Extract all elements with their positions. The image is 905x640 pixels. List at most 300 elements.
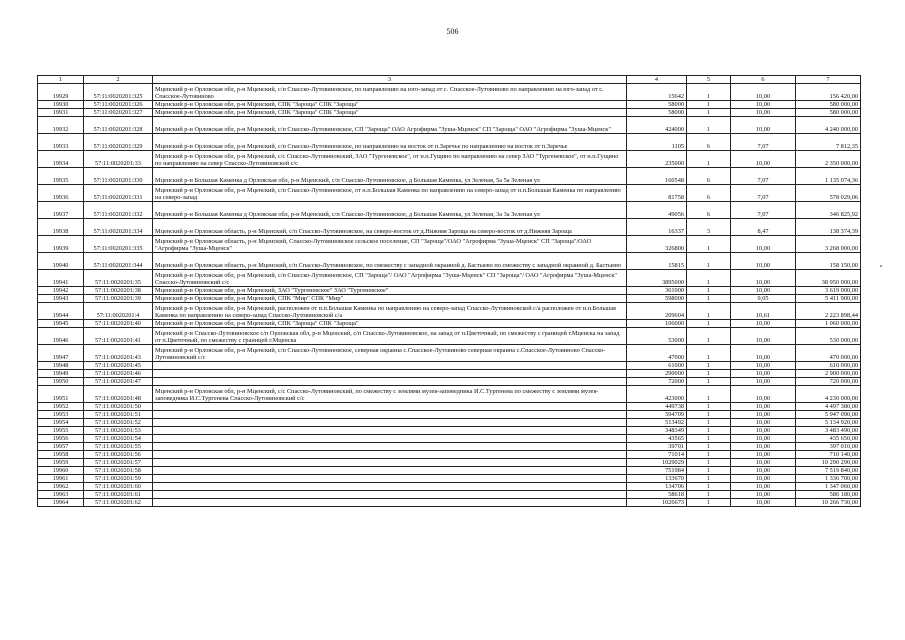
area-value: 1026673 — [627, 499, 687, 507]
column-7-value: 610 000,00 — [796, 362, 861, 370]
column-6-value: 10,00 — [731, 253, 796, 270]
column-6-value: 10,00 — [731, 499, 796, 507]
column-6-value: 10,00 — [731, 287, 796, 295]
column-5-value: 1 — [687, 427, 731, 435]
address-description — [153, 483, 627, 491]
column-7-value: 158 150,00 — [796, 253, 861, 270]
row-number: 19930 — [38, 101, 84, 109]
address-description — [153, 499, 627, 507]
column-6-value: 10,00 — [731, 467, 796, 475]
area-value: 134706 — [627, 483, 687, 491]
address-description — [153, 411, 627, 419]
address-description: Мценский р-н Орловская обл, р-н Мценский, с/п Спасско-Лутовиновское, от н.п.Большая Каменка по направлению на северо-запад от н.п.Большая Каменка по направлению на северо-запад — [153, 185, 627, 202]
column-header: 6 — [731, 76, 796, 84]
cadastral-number: 57:11:0020201:43 — [84, 345, 153, 362]
column-5-value: 1 — [687, 101, 731, 109]
column-5-value: 1 — [687, 295, 731, 303]
column-7-value: 7 812,35 — [796, 134, 861, 151]
column-7-value: 5 411 900,00 — [796, 295, 861, 303]
table-row — [38, 101, 861, 109]
column-header: 2 — [84, 76, 153, 84]
table-row — [38, 427, 861, 435]
row-number: 19942 — [38, 287, 84, 295]
column-6-value: 7,07 — [731, 202, 796, 219]
area-value: 15642 — [627, 84, 687, 101]
column-7-value: 397 010,00 — [796, 443, 861, 451]
table-row — [38, 295, 861, 303]
cadastral-number: 57:11:0020201:60 — [84, 483, 153, 491]
table-row — [38, 451, 861, 459]
column-6-value: 7,07 — [731, 185, 796, 202]
cadastral-number: 57:11:0020201:58 — [84, 467, 153, 475]
row-number: 19948 — [38, 362, 84, 370]
area-value: 61000 — [627, 362, 687, 370]
address-description: Мценский р-н Орловская обл, р-н Мценский, с/с Спасско-Лутовиновский, ЗАО "Тургеневское", от н.п.Гущино по направлению на север ЗАО "Тургеневское", от н.п.Гущино по направлению на север Спасско-Лутовиновской с/с — [153, 151, 627, 168]
column-7-value: 3 483 490,00 — [796, 427, 861, 435]
address-description — [153, 427, 627, 435]
row-number: 19949 — [38, 370, 84, 378]
table-row — [38, 117, 861, 134]
table-row — [38, 419, 861, 427]
cadastral-number: 57:11:0020201:325 — [84, 84, 153, 101]
address-description — [153, 362, 627, 370]
column-5-value: 1 — [687, 328, 731, 345]
column-7-value: 5 134 920,00 — [796, 419, 861, 427]
column-5-value: 1 — [687, 403, 731, 411]
cadastral-number: 57:11:0020201:46 — [84, 370, 153, 378]
table-row — [38, 467, 861, 475]
column-6-value: 7,07 — [731, 134, 796, 151]
column-7-value: 2 350 000,00 — [796, 151, 861, 168]
column-5-value: 6 — [687, 168, 731, 185]
table-row — [38, 370, 861, 378]
table-row — [38, 378, 861, 386]
column-6-value: 10,61 — [731, 303, 796, 320]
column-6-value: 9,05 — [731, 295, 796, 303]
column-6-value: 10,00 — [731, 362, 796, 370]
table-row — [38, 362, 861, 370]
row-number: 19951 — [38, 386, 84, 403]
row-number: 19936 — [38, 185, 84, 202]
row-number: 19952 — [38, 403, 84, 411]
column-7-value: 1 347 060,00 — [796, 483, 861, 491]
column-6-value: 10,00 — [731, 328, 796, 345]
table-row — [38, 134, 861, 151]
row-number: 19935 — [38, 168, 84, 185]
column-5-value: 1 — [687, 362, 731, 370]
column-7-value: 1 336 700,00 — [796, 475, 861, 483]
address-description: Мценский р-н Орловская обл, р-н Мценский, с/с Спасско-Лутовиновский, по смежеству с землями музея-заповедника И.С.Тургенева по смежеству с землями музея-заповедника И.С.Тургенева Спасско-Лутовиновский с/с — [153, 386, 627, 403]
row-number: 19940 — [38, 253, 84, 270]
table-row — [38, 435, 861, 443]
table — [37, 75, 861, 507]
cadastral-number: 57:11:0020201:330 — [84, 168, 153, 185]
column-6-value: 10,00 — [731, 370, 796, 378]
table-row — [38, 386, 861, 403]
cadastral-number: 57:11:0020201:41 — [84, 328, 153, 345]
address-description: Мценский р-н Орловская область, р-н Мценский, с/п Спасско-Лутовиновское, по смежеству с западной окраиной д. Бастыево по смежеству с западной окраиной д. Бастыево — [153, 253, 627, 270]
address-description: Мценский р-н Орловская обл, р-н Мценский, СПК "Мир" СПК "Мир" — [153, 295, 627, 303]
address-description: Мценский р-н Орловская обл, р-н Мценский, расположен от н.п.Большая Каменка по направлению на северо-запад Спасско-Лутовиновской с/а расположен от н.п.Большая Каменка по направлению на северо-запад Спасско-Лутовиновской с/а — [153, 303, 627, 320]
row-number: 19939 — [38, 236, 84, 253]
address-description — [153, 451, 627, 459]
address-description: Мценский р-н Орловская обл, р-н Мценский, СПК "Зароща" СПК "Зароща" — [153, 320, 627, 328]
cadastral-number: 57:11:0020201:4 — [84, 303, 153, 320]
address-description — [153, 467, 627, 475]
cadastral-number: 57:11:0020201:50 — [84, 403, 153, 411]
cadastral-number: 57:11:0020201:326 — [84, 101, 153, 109]
column-6-value: 10,00 — [731, 84, 796, 101]
table-row — [38, 491, 861, 499]
table-row — [38, 345, 861, 362]
column-7-value: 470 000,00 — [796, 345, 861, 362]
column-header: 3 — [153, 76, 627, 84]
area-value: 58000 — [627, 109, 687, 117]
column-7-value: 10 266 730,00 — [796, 499, 861, 507]
area-value: 47000 — [627, 345, 687, 362]
cadastral-number: 57:11:0020201:329 — [84, 134, 153, 151]
cadastral-number: 57:11:0020201:332 — [84, 202, 153, 219]
row-number: 19947 — [38, 345, 84, 362]
cadastral-number: 57:11:0020201:39 — [84, 295, 153, 303]
address-description: Мценский р-н Большая Каменка д Орловская обл, р-н Мценский, с/п Спасско-Лутовиновское, д Большая Каменка, ул Зеленая, 5а 5а Зеленая ул — [153, 168, 627, 185]
table-row — [38, 253, 861, 270]
column-7-value: 5 947 090,00 — [796, 411, 861, 419]
cadastral-number: 57:11:0020201:48 — [84, 386, 153, 403]
column-header: 1 — [38, 76, 84, 84]
row-number: 19956 — [38, 435, 84, 443]
column-header: 5 — [687, 76, 731, 84]
column-5-value: 1 — [687, 303, 731, 320]
address-description — [153, 459, 627, 467]
address-description: Мценский р-н Орловская обл, р-н Мценский, с/п Спасско-Лутовиновское, СП "Зароща"/ ОАО "Агрофирма "Зуша-Мценск" СП "Зароща"/ ОАО "Агрофирма "Зуша-Мценск" Спасско-Лутовиновский с/с — [153, 270, 627, 287]
row-number: 19931 — [38, 109, 84, 117]
row-number: 19955 — [38, 427, 84, 435]
header-row — [38, 76, 861, 84]
column-7-value: 10 290 290,00 — [796, 459, 861, 467]
cadastral-number: 57:11:0020201:335 — [84, 236, 153, 253]
row-number: 19957 — [38, 443, 84, 451]
cadastral-table — [37, 75, 860, 507]
cadastral-number: 57:11:0020201:328 — [84, 117, 153, 134]
column-6-value: 10,00 — [731, 101, 796, 109]
column-6-value: 10,00 — [731, 386, 796, 403]
column-6-value: 10,00 — [731, 475, 796, 483]
row-number: 19960 — [38, 467, 84, 475]
column-5-value: 1 — [687, 370, 731, 378]
table-row — [38, 185, 861, 202]
row-number: 19963 — [38, 491, 84, 499]
cadastral-number: 57:11:0020201:62 — [84, 499, 153, 507]
column-5-value: 1 — [687, 475, 731, 483]
column-6-value: 10,00 — [731, 427, 796, 435]
table-row — [38, 109, 861, 117]
cadastral-number: 57:11:0020201:40 — [84, 320, 153, 328]
table-row — [38, 270, 861, 287]
column-5-value: 6 — [687, 134, 731, 151]
row-number: 19945 — [38, 320, 84, 328]
table-row — [38, 459, 861, 467]
row-number: 19943 — [38, 295, 84, 303]
table-row — [38, 475, 861, 483]
table-row — [38, 411, 861, 419]
address-description — [153, 403, 627, 411]
address-description: Мценский р-н Большая Каменка д Орловская обл, р-н Мценский, с/п Спасско-Лутовиновское, д Большая Каменка, ул Зеленая, 3а 3а Зеленая ул — [153, 202, 627, 219]
area-value: 449738 — [627, 403, 687, 411]
row-number: 19959 — [38, 459, 84, 467]
column-5-value: 1 — [687, 320, 731, 328]
column-7-value: 156 420,00 — [796, 84, 861, 101]
row-number: 19954 — [38, 419, 84, 427]
column-6-value: 10,00 — [731, 419, 796, 427]
area-value: 58000 — [627, 101, 687, 109]
page-number: 506 — [446, 27, 459, 36]
column-5-value: 1 — [687, 411, 731, 419]
address-description — [153, 378, 627, 386]
table-row — [38, 483, 861, 491]
area-value: 1029029 — [627, 459, 687, 467]
row-number: 19964 — [38, 499, 84, 507]
column-5-value: 1 — [687, 151, 731, 168]
row-number: 19962 — [38, 483, 84, 491]
area-value: 290000 — [627, 370, 687, 378]
address-description — [153, 475, 627, 483]
scan-speck — [880, 265, 882, 267]
cadastral-number: 57:11:0020201:327 — [84, 109, 153, 117]
address-description: Мценский р-н Орловская обл, р-н Мценский, с/п Спасско-Лутовиновское, по направлению на юго-запад от с. Спасское-Лутовиново по направлению на юго-запад от с. Спасское-Лутовиново — [153, 84, 627, 101]
column-5-value: 1 — [687, 499, 731, 507]
area-value: 423000 — [627, 386, 687, 403]
column-7-value: 4 230 000,00 — [796, 386, 861, 403]
cadastral-number: 57:11:0020201:57 — [84, 459, 153, 467]
cadastral-number: 57:11:0020201:35 — [84, 270, 153, 287]
address-description — [153, 370, 627, 378]
cadastral-number: 57:11:0020201:52 — [84, 419, 153, 427]
table-row — [38, 202, 861, 219]
table-row — [38, 443, 861, 451]
area-value: 71014 — [627, 451, 687, 459]
column-7-value: 4 497 380,00 — [796, 403, 861, 411]
area-value: 72000 — [627, 378, 687, 386]
row-number: 19950 — [38, 378, 84, 386]
address-description: Мценский р-н Орловская область, р-н Мценский, с/п Спасско-Лутовиновское, на северо-восток от д.Нижняя Зароща на северо-восток от д.Нижняя Зароща — [153, 219, 627, 236]
row-number: 19934 — [38, 151, 84, 168]
area-value: 598000 — [627, 295, 687, 303]
column-6-value: 10,00 — [731, 378, 796, 386]
cadastral-number: 57:11:0020201:51 — [84, 411, 153, 419]
column-5-value: 1 — [687, 451, 731, 459]
column-7-value: 720 000,00 — [796, 378, 861, 386]
row-number: 19941 — [38, 270, 84, 287]
column-6-value: 10,00 — [731, 236, 796, 253]
area-value: 43565 — [627, 435, 687, 443]
column-6-value: 7,07 — [731, 168, 796, 185]
area-value: 513492 — [627, 419, 687, 427]
address-description — [153, 419, 627, 427]
column-5-value: 1 — [687, 345, 731, 362]
cadastral-number: 57:11:0020201:54 — [84, 435, 153, 443]
column-6-value: 10,00 — [731, 109, 796, 117]
area-value: 133670 — [627, 475, 687, 483]
table-row — [38, 84, 861, 101]
column-7-value: 586 180,00 — [796, 491, 861, 499]
column-7-value: 138 374,39 — [796, 219, 861, 236]
cadastral-number: 57:11:0020201:331 — [84, 185, 153, 202]
column-6-value: 10,00 — [731, 151, 796, 168]
column-7-value: 530 000,00 — [796, 328, 861, 345]
row-number: 19953 — [38, 411, 84, 419]
column-5-value: 1 — [687, 287, 731, 295]
table-row — [38, 151, 861, 168]
area-value: 81758 — [627, 185, 687, 202]
column-7-value: 580 000,00 — [796, 101, 861, 109]
area-value: 1105 — [627, 134, 687, 151]
row-number: 19944 — [38, 303, 84, 320]
area-value: 424000 — [627, 117, 687, 134]
column-7-value: 1 060 000,00 — [796, 320, 861, 328]
column-header: 4 — [627, 76, 687, 84]
area-value: 361900 — [627, 287, 687, 295]
area-value: 3895000 — [627, 270, 687, 287]
address-description: Мценский р-н Орловская обл, р-н Мценский, с/п Спасско-Лутовиновское, СП "Зароща" ОАО Агрофирма "Зуша-Мценск" СП "Зароща" ОАО "Агрофирма "Зуша-Мценск" — [153, 117, 627, 134]
table-row — [38, 219, 861, 236]
column-5-value: 1 — [687, 253, 731, 270]
address-description — [153, 491, 627, 499]
column-6-value: 10,00 — [731, 117, 796, 134]
column-5-value: 1 — [687, 386, 731, 403]
column-5-value: 1 — [687, 84, 731, 101]
column-7-value: 346 825,92 — [796, 202, 861, 219]
address-description: Мценский р-н Орловская обл, р-н Мценский, с/п Спасско-Лутовиновское, северная окраина с.Спасское-Лутовиново северная окраина с.Спасское-Лутовиново Спасско-Лутовиновский с/с — [153, 345, 627, 362]
column-6-value: 10,00 — [731, 491, 796, 499]
area-value: 49056 — [627, 202, 687, 219]
column-5-value: 1 — [687, 378, 731, 386]
column-5-value: 6 — [687, 185, 731, 202]
column-7-value: 580 000,00 — [796, 109, 861, 117]
area-value: 16337 — [627, 219, 687, 236]
cadastral-number: 57:11:0020201:38 — [84, 287, 153, 295]
column-7-value: 7 519 840,00 — [796, 467, 861, 475]
row-number: 19961 — [38, 475, 84, 483]
address-description: Мценский р-н Орловская обл, р-н Мценский, ЗАО "Тургеневское" ЗАО "Тургеневское" — [153, 287, 627, 295]
column-5-value: 1 — [687, 117, 731, 134]
area-value: 39701 — [627, 443, 687, 451]
column-6-value: 10,00 — [731, 435, 796, 443]
area-value: 348349 — [627, 427, 687, 435]
column-5-value: 1 — [687, 443, 731, 451]
row-number: 19946 — [38, 328, 84, 345]
address-description: Мценский р-н Орловская область, р-н Мценский, Спасско-Лутовиновское сельское поселение, СП "Зароща"/ОАО "Агрофирма "Зуша-Мценск" СП "Зароща"/ОАО "Агрофирма "Зуша-Мценск" — [153, 236, 627, 253]
column-6-value: 10,00 — [731, 443, 796, 451]
column-7-value: 710 140,00 — [796, 451, 861, 459]
cadastral-number: 57:11:0020201:55 — [84, 443, 153, 451]
cadastral-number: 57:11:0020201:344 — [84, 253, 153, 270]
column-5-value: 1 — [687, 109, 731, 117]
cadastral-number: 57:11:0020201:53 — [84, 427, 153, 435]
column-7-value: 578 029,06 — [796, 185, 861, 202]
table-row — [38, 499, 861, 507]
column-7-value: 3 619 000,00 — [796, 287, 861, 295]
area-value: 106000 — [627, 320, 687, 328]
table-row — [38, 303, 861, 320]
column-6-value: 10,00 — [731, 320, 796, 328]
column-6-value: 10,00 — [731, 411, 796, 419]
column-7-value: 1 135 074,36 — [796, 168, 861, 185]
column-6-value: 10,00 — [731, 270, 796, 287]
cadastral-number: 57:11:0020201:47 — [84, 378, 153, 386]
address-description: Мценский р-н Орловская обл, р-н Мценский, СПК "Зароща" СПК "Зароща" — [153, 101, 627, 109]
column-7-value: 435 650,00 — [796, 435, 861, 443]
area-value: 160548 — [627, 168, 687, 185]
table-row — [38, 287, 861, 295]
column-6-value: 8,47 — [731, 219, 796, 236]
column-header: 7 — [796, 76, 861, 84]
cadastral-number: 57:11:0020201:33 — [84, 151, 153, 168]
column-5-value: 6 — [687, 202, 731, 219]
column-6-value: 10,00 — [731, 403, 796, 411]
cadastral-number: 57:11:0020201:334 — [84, 219, 153, 236]
column-5-value: 1 — [687, 483, 731, 491]
table-row — [38, 403, 861, 411]
row-number: 19932 — [38, 117, 84, 134]
row-number: 19933 — [38, 134, 84, 151]
row-number: 19929 — [38, 84, 84, 101]
cadastral-number: 57:11:0020201:59 — [84, 475, 153, 483]
row-number: 19958 — [38, 451, 84, 459]
address-description: Мценский р-н Орловская обл, р-н Мценский, с/п Спасско-Лутовиновское, по направлению на восток от п.Заречье по направлению на восток от п.Заречье — [153, 134, 627, 151]
area-value: 209604 — [627, 303, 687, 320]
column-7-value: 2 900 000,00 — [796, 370, 861, 378]
area-value: 326800 — [627, 236, 687, 253]
area-value: 53000 — [627, 328, 687, 345]
column-6-value: 10,00 — [731, 451, 796, 459]
column-6-value: 10,00 — [731, 459, 796, 467]
area-value: 235000 — [627, 151, 687, 168]
column-5-value: 1 — [687, 459, 731, 467]
column-5-value: 3 — [687, 219, 731, 236]
column-7-value: 3 268 000,00 — [796, 236, 861, 253]
cadastral-number: 57:11:0020201:45 — [84, 362, 153, 370]
column-5-value: 1 — [687, 435, 731, 443]
table-row — [38, 168, 861, 185]
area-value: 58618 — [627, 491, 687, 499]
column-5-value: 1 — [687, 419, 731, 427]
column-5-value: 1 — [687, 467, 731, 475]
column-7-value: 2 223 898,44 — [796, 303, 861, 320]
area-value: 594709 — [627, 411, 687, 419]
address-description: Мценский р-н Орловская обл, р-н Мценский, СПК "Зароща" СПК "Зароща" — [153, 109, 627, 117]
column-6-value: 10,00 — [731, 345, 796, 362]
table-row — [38, 320, 861, 328]
row-number: 19937 — [38, 202, 84, 219]
address-description — [153, 443, 627, 451]
column-5-value: 1 — [687, 491, 731, 499]
row-number: 19938 — [38, 219, 84, 236]
table-row — [38, 328, 861, 345]
column-5-value: 1 — [687, 270, 731, 287]
cadastral-number: 57:11:0020201:61 — [84, 491, 153, 499]
column-7-value: 4 240 000,00 — [796, 117, 861, 134]
table-row — [38, 236, 861, 253]
column-6-value: 10,00 — [731, 483, 796, 491]
area-value: 751984 — [627, 467, 687, 475]
address-description: Мценский р-н Спасско-Лутовиновское с/п Орловская обл, р-н Мценский, с/п Спасско-Лутовиновское, на запад от п.Цветочный, по смежеству с границей г.Мценска на запад от п.Цветочный, по смежеству с границей г.Мценска — [153, 328, 627, 345]
area-value: 15815 — [627, 253, 687, 270]
column-5-value: 1 — [687, 236, 731, 253]
address-description — [153, 435, 627, 443]
column-7-value: 38 950 000,00 — [796, 270, 861, 287]
cadastral-number: 57:11:0020201:56 — [84, 451, 153, 459]
